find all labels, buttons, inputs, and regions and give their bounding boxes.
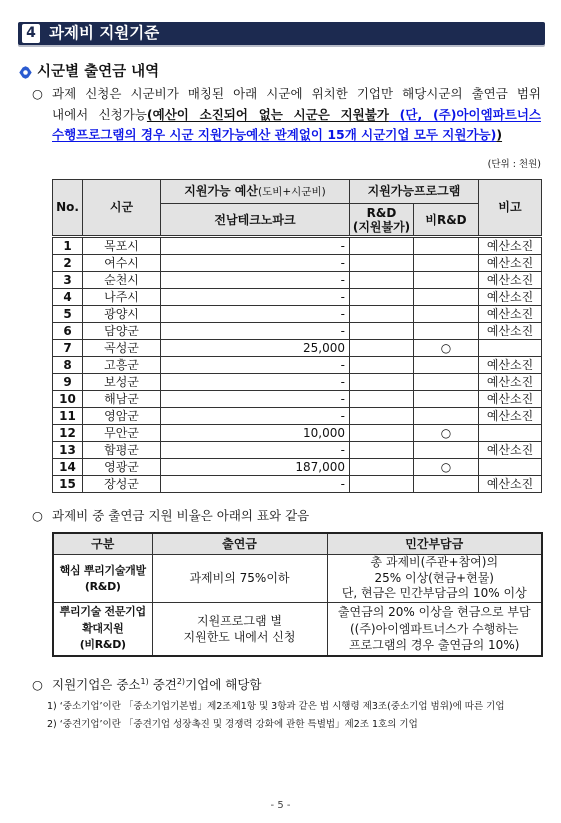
col-header-contribution: 출연금 <box>152 533 327 555</box>
table-row <box>53 323 542 340</box>
row-remarks: 예산소진 <box>479 408 542 425</box>
page-number: - 5 - <box>270 800 291 811</box>
chapter-header-bar <box>18 22 545 45</box>
row-non-rnd-mark <box>414 272 479 289</box>
row-rnd-mark <box>350 459 414 476</box>
category-line: 뿌리기술 전문기업 <box>59 605 146 619</box>
row-budget: - <box>161 442 350 459</box>
row-non-rnd-mark <box>414 255 479 272</box>
row-non-rnd-mark: ○ <box>414 459 479 476</box>
category-line: 확대지원 <box>82 621 124 635</box>
row-region: 나주시 <box>83 289 161 306</box>
intro-line-1: 과제 신청은 시군비가 매칭된 아래 시군에 위치한 기업만 해당시군의 출연금 범위 <box>52 86 541 101</box>
row-remarks <box>479 459 542 476</box>
table-row <box>53 425 542 442</box>
table-row <box>53 391 542 408</box>
row-budget: - <box>161 391 350 408</box>
row-non-rnd-mark <box>414 306 479 323</box>
row-rnd-mark <box>350 237 414 255</box>
col-header-remarks: 비고 <box>479 180 542 237</box>
row-number: 11 <box>53 408 83 425</box>
private-share-line: ((주)아이엠파트너스가 수행하는 <box>349 621 519 636</box>
row-number: 9 <box>53 374 83 391</box>
row-rnd-mark <box>350 340 414 357</box>
row-region: 목포시 <box>83 237 161 255</box>
row-region: 곡성군 <box>83 340 161 357</box>
category-line: 핵심 뿌리기술개발 <box>59 564 146 577</box>
row-budget: - <box>161 476 350 493</box>
private-share-line: 단, 현금은 민간부담금의 10% 이상 <box>341 586 527 601</box>
table-row <box>53 476 542 493</box>
row-non-rnd-mark: ○ <box>414 340 479 357</box>
row-region: 함평군 <box>83 442 161 459</box>
budget-table <box>52 179 542 493</box>
table-row <box>53 289 542 306</box>
private-share-cell <box>327 603 542 657</box>
col-header-no: No. <box>53 180 83 237</box>
col-header-rnd <box>350 204 414 237</box>
row-rnd-mark <box>350 255 414 272</box>
eligibility-bullet: ○ <box>32 677 43 692</box>
chapter-number: 4 <box>22 24 40 43</box>
unit-note: (단위 : 천원) <box>487 159 541 170</box>
row-number: 5 <box>53 306 83 323</box>
table-row <box>53 272 542 289</box>
table-row <box>53 442 542 459</box>
row-number: 2 <box>53 255 83 272</box>
row-region: 영암군 <box>83 408 161 425</box>
table-row <box>53 306 542 323</box>
row-rnd-mark <box>350 476 414 493</box>
row-number: 7 <box>53 340 83 357</box>
row-budget: - <box>161 408 350 425</box>
row-region: 순천시 <box>83 272 161 289</box>
contribution-cell <box>152 603 327 657</box>
row-remarks: 예산소진 <box>479 255 542 272</box>
row-region: 보성군 <box>83 374 161 391</box>
row-remarks <box>479 340 542 357</box>
ratio-intro-text: 과제비 중 출연금 지원 비율은 아래의 표와 같음 <box>52 508 310 523</box>
row-region: 고흥군 <box>83 357 161 374</box>
row-budget: - <box>161 306 350 323</box>
footnote-1: 1) ‘중소기업’이란 「중소기업기본법」제2조제1항 및 3항과 같은 법 시행령 제3조(중소기업 범위)에 따른 기업 <box>47 701 505 712</box>
private-share-line: 총 과제비(주관+참여)의 <box>370 555 499 570</box>
row-remarks: 예산소진 <box>479 272 542 289</box>
intro-bullet: ○ <box>32 86 43 101</box>
budget-header-label: 지원가능 예산 <box>184 183 258 198</box>
blue-diamond-bullet-icon <box>19 66 32 79</box>
private-share-cell <box>327 555 542 603</box>
category-cell <box>53 555 152 603</box>
chapter-title: 과제비 지원기준 <box>49 24 160 42</box>
rnd-label: R&D <box>366 205 397 220</box>
footnote-ref-1: 1) <box>140 677 149 686</box>
private-share-line: 프로그램의 경우 출연금의 10%) <box>349 638 520 653</box>
private-share-line: 출연금의 20% 이상을 현금으로 부담 <box>337 605 531 620</box>
intro-line-2 <box>52 105 541 126</box>
row-non-rnd-mark <box>414 374 479 391</box>
row-remarks: 예산소진 <box>479 476 542 493</box>
ratio-table <box>52 532 543 657</box>
table-row <box>53 357 542 374</box>
budget-header-row <box>53 180 542 204</box>
row-number: 13 <box>53 442 83 459</box>
row-budget: - <box>161 357 350 374</box>
row-rnd-mark <box>350 306 414 323</box>
row-region: 여수시 <box>83 255 161 272</box>
row-rnd-mark <box>350 289 414 306</box>
row-number: 15 <box>53 476 83 493</box>
contribution-line: 지원한도 내에서 신청 <box>183 630 296 644</box>
row-rnd-mark <box>350 323 414 340</box>
row-number: 10 <box>53 391 83 408</box>
eligibility-text-b: 중견 <box>148 677 177 692</box>
col-header-programs: 지원가능프로그램 <box>350 180 479 204</box>
row-number: 1 <box>53 237 83 255</box>
contribution-line: 지원프로그램 별 <box>197 613 282 628</box>
row-budget: - <box>161 237 350 255</box>
row-number: 3 <box>53 272 83 289</box>
row-region: 담양군 <box>83 323 161 340</box>
row-non-rnd-mark <box>414 408 479 425</box>
row-remarks <box>479 425 542 442</box>
row-number: 6 <box>53 323 83 340</box>
section-title: 시군별 출연금 내역 <box>37 64 160 80</box>
category-line: (비R&D) <box>79 638 126 652</box>
row-rnd-mark <box>350 272 414 289</box>
row-region: 해남군 <box>83 391 161 408</box>
col-header-budget-org: 전남테크노파크 <box>161 204 350 237</box>
col-header-region: 시군 <box>83 180 161 237</box>
row-number: 8 <box>53 357 83 374</box>
table-row <box>53 408 542 425</box>
ratio-row-rnd <box>53 555 542 603</box>
row-non-rnd-mark: ○ <box>414 425 479 442</box>
eligibility-text-a: 지원기업은 중소 <box>52 677 141 692</box>
table-row <box>53 374 542 391</box>
category-cell <box>53 603 152 657</box>
row-non-rnd-mark <box>414 442 479 459</box>
row-non-rnd-mark <box>414 391 479 408</box>
row-number: 12 <box>53 425 83 442</box>
row-budget: - <box>161 255 350 272</box>
intro-line-3 <box>52 125 541 146</box>
col-header-private-share: 민간부담금 <box>327 533 542 555</box>
row-budget: - <box>161 323 350 340</box>
row-rnd-mark <box>350 408 414 425</box>
private-share-line: 25% 이상(현금+현물) <box>374 570 494 585</box>
category-line: (R&D) <box>84 579 121 593</box>
row-rnd-mark <box>350 357 414 374</box>
budget-table-body <box>53 237 542 493</box>
ratio-bullet: ○ <box>32 508 43 523</box>
row-non-rnd-mark <box>414 237 479 255</box>
row-region: 광양시 <box>83 306 161 323</box>
col-header-budget <box>161 180 350 204</box>
rnd-note: (지원불가) <box>352 219 411 234</box>
table-row <box>53 255 542 272</box>
ratio-row-non-rnd <box>53 603 542 657</box>
row-remarks: 예산소진 <box>479 306 542 323</box>
row-remarks: 예산소진 <box>479 442 542 459</box>
row-rnd-mark <box>350 374 414 391</box>
row-non-rnd-mark <box>414 323 479 340</box>
intro-emphasis-bold: (예산이 소진되어 없는 시군은 지원불가 <box>146 106 389 122</box>
table-row <box>53 237 542 255</box>
row-budget: 187,000 <box>161 459 350 476</box>
col-header-category: 구분 <box>53 533 152 555</box>
intro-emphasis-blue: (단, (주)아이엠파트너스 <box>388 106 541 122</box>
eligibility-text-c: 기업에 해당함 <box>185 677 262 692</box>
row-remarks: 예산소진 <box>479 323 542 340</box>
footnote-ref-2: 2) <box>176 677 186 686</box>
row-remarks: 예산소진 <box>479 357 542 374</box>
contribution-line: 과제비의 75%이하 <box>189 570 290 585</box>
table-row <box>53 340 542 357</box>
col-header-non-rnd: 비R&D <box>414 204 479 237</box>
budget-header-note: (도비+시군비) <box>258 185 326 198</box>
row-budget: - <box>161 272 350 289</box>
row-region: 장성군 <box>83 476 161 493</box>
row-region: 영광군 <box>83 459 161 476</box>
ratio-header-row <box>53 533 542 555</box>
row-region: 무안군 <box>83 425 161 442</box>
row-rnd-mark <box>350 425 414 442</box>
row-non-rnd-mark <box>414 289 479 306</box>
intro-line-2-plain: 내에서 신청가능 <box>52 106 147 122</box>
table-row <box>53 459 542 476</box>
row-rnd-mark <box>350 442 414 459</box>
row-budget: - <box>161 289 350 306</box>
row-remarks: 예산소진 <box>479 374 542 391</box>
row-remarks: 예산소진 <box>479 289 542 306</box>
row-budget: - <box>161 374 350 391</box>
row-remarks: 예산소진 <box>479 237 542 255</box>
intro-emphasis-blue-cont: 수행프로그램의 경우 시군 지원가능예산 관계없이 15개 시군기업 모두 지원가능) <box>52 127 497 142</box>
footnote-2: 2) ‘중견기업’이란 「중견기업 성장촉진 및 경쟁력 강화에 관한 특별법」제2조 1호의 기업 <box>47 719 418 730</box>
intro-closing-paren: ) <box>496 127 503 142</box>
row-rnd-mark <box>350 391 414 408</box>
row-non-rnd-mark <box>414 357 479 374</box>
contribution-cell <box>152 555 327 603</box>
eligibility-text <box>52 675 541 696</box>
row-number: 4 <box>53 289 83 306</box>
row-non-rnd-mark <box>414 476 479 493</box>
row-number: 14 <box>53 459 83 476</box>
row-remarks: 예산소진 <box>479 391 542 408</box>
intro-paragraph <box>52 84 541 146</box>
row-budget: 25,000 <box>161 340 350 357</box>
row-budget: 10,000 <box>161 425 350 442</box>
